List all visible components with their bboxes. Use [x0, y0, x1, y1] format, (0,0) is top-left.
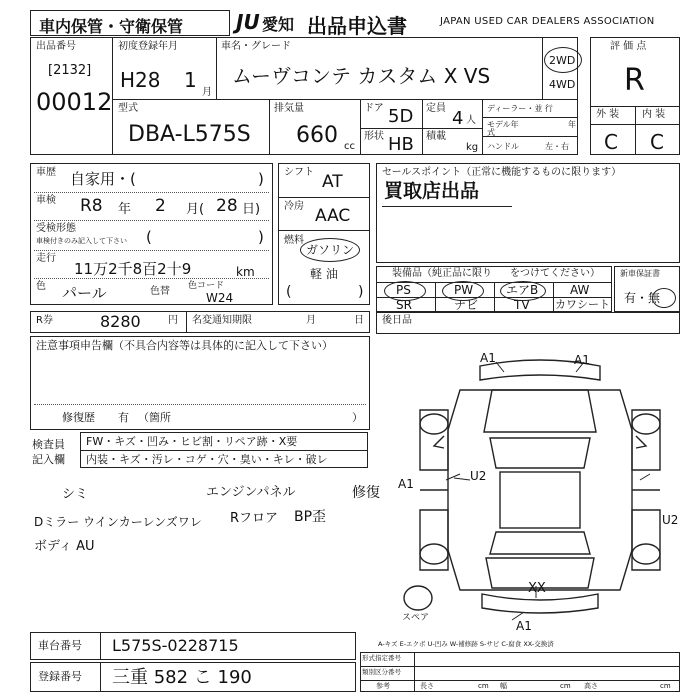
- equip-ps: PS: [396, 283, 411, 297]
- inspector-note-6: BP歪: [294, 509, 327, 525]
- interior-value: C: [650, 130, 664, 154]
- inspector-note-5: Rフロア: [230, 511, 279, 526]
- load-label: 積載: [426, 131, 446, 142]
- recycle-unit: 円: [168, 315, 178, 326]
- damage-mark-front-left: A1: [480, 351, 496, 365]
- inspection-label: 車検: [36, 195, 56, 206]
- association-name: 愛知: [262, 15, 295, 34]
- history-close: ): [258, 170, 264, 188]
- capacity-label: 定員: [426, 103, 446, 114]
- damage-mark-front-right: A1: [574, 353, 590, 367]
- receive-note: 車検付きのみ記入して下さい: [36, 237, 127, 245]
- equip-seat: カワシート: [555, 298, 610, 311]
- chassis-label: 車台番号: [38, 639, 82, 652]
- mileage-unit: km: [236, 265, 255, 279]
- mileage-label: 走行: [36, 253, 56, 264]
- sales-point-block: [376, 163, 680, 263]
- damage-mark-left-quarter: U2: [470, 469, 487, 483]
- dim-label-1: 形式指定番号: [362, 654, 401, 662]
- history-value: 自家用・(: [70, 170, 136, 188]
- sales-point-underline: [382, 206, 512, 207]
- first-reg-year: H28: [120, 68, 161, 92]
- vehicle-name-value: ムーヴコンテ カスタム X VS: [232, 64, 491, 88]
- equip-circle-airbag: [500, 281, 546, 301]
- doors-label: ドア: [364, 103, 384, 114]
- vehicle-name-label: 車名・グレード: [221, 41, 291, 52]
- lot-label: 出品番号: [36, 41, 76, 52]
- equipment-label-2: をつけてください）: [510, 268, 600, 279]
- address-day-label: 日: [354, 315, 364, 326]
- shift-label: シフト: [284, 167, 314, 178]
- capacity-unit: 人: [466, 115, 476, 126]
- shape-value: HB: [388, 134, 414, 155]
- recycle-value: 8280: [100, 312, 141, 331]
- repair-value: 有: [118, 411, 129, 424]
- repair-label: 修復歴: [62, 411, 95, 424]
- fuel-circle: [300, 238, 360, 262]
- history-label: 車歴: [36, 167, 56, 178]
- chassis-value: L575S-0228715: [112, 636, 239, 655]
- color-code-value: W24: [206, 291, 234, 305]
- drive-4wd: 4WD: [549, 78, 576, 91]
- dim-height: 高さ: [584, 682, 598, 690]
- model-label: 型式: [118, 103, 138, 114]
- dim-width: 幅: [500, 682, 507, 690]
- storage-box: [30, 10, 230, 36]
- cooling-label: 冷房: [284, 201, 304, 212]
- warranty-options: 有・無: [624, 291, 661, 305]
- equip-tv: TV: [514, 298, 530, 312]
- color-change-label: 色替: [150, 286, 170, 297]
- handle-options: 左・右: [545, 142, 569, 151]
- receive-open: (: [146, 228, 152, 246]
- lot-number: 00012: [36, 88, 113, 116]
- after-item-label: 後日品: [382, 315, 412, 326]
- plate-value: 三重 582 こ 190: [112, 667, 252, 688]
- equip-airbag: エアB: [506, 283, 539, 297]
- fuel-close: ): [358, 284, 364, 300]
- inspector-note-1: シミ: [62, 487, 89, 502]
- repair-location: （箇所: [138, 411, 171, 424]
- equip-circle-ps: [384, 281, 426, 301]
- color-label: 色: [36, 281, 46, 292]
- equip-sr: SR: [396, 298, 412, 312]
- inspection-month-unit: 月(: [186, 202, 205, 217]
- warranty-circle: [652, 288, 676, 308]
- model-value: DBA-L575S: [128, 122, 251, 147]
- first-reg-label: 初度登録年月: [118, 41, 178, 52]
- mileage-value: 11万2千8百2十9: [74, 260, 192, 278]
- dim-label-2: 類別区分番号: [362, 668, 401, 676]
- interior-label: 内 装: [642, 109, 666, 120]
- ju-logo: JU: [236, 10, 260, 34]
- warranty-label: 新車保証書: [620, 269, 660, 278]
- drive-2wd-circle: [544, 47, 582, 73]
- inspector-row2: 内装・キズ・汚レ・コゲ・穴・臭い・キレ・破レ: [86, 453, 328, 466]
- equip-pw: PW: [454, 283, 474, 297]
- inspector-note-3: 修復: [352, 485, 380, 501]
- receive-close: ): [258, 228, 264, 246]
- lot-sub-number: [2132]: [48, 63, 92, 78]
- model-year-label: モデル年 式: [487, 120, 519, 137]
- damage-mark-rear: XX: [528, 581, 546, 596]
- plate-label: 登録番号: [38, 670, 82, 683]
- address-month-label: 月: [306, 315, 316, 326]
- dim-cm-1: cm: [478, 682, 489, 690]
- inspector-note-2: エンジンパネル: [206, 485, 296, 500]
- inspection-era: R8: [80, 196, 103, 216]
- address-change-label: 名変通知期限: [192, 315, 252, 326]
- displacement-label: 排気量: [274, 103, 304, 114]
- capacity-value: 4: [452, 108, 464, 129]
- handle-label: ハンドル: [487, 142, 519, 151]
- load-unit: kg: [466, 142, 479, 153]
- form-subtitle: JAPAN USED CAR DEALERS ASSOCIATION: [440, 16, 655, 27]
- color-value: パール: [62, 284, 107, 302]
- exterior-value: C: [604, 130, 618, 154]
- dim-cm-2: cm: [560, 682, 571, 690]
- dim-cm-3: cm: [660, 682, 671, 690]
- after-item-block: [376, 312, 680, 334]
- dim-ref-1: 参考: [376, 682, 390, 690]
- inspector-row1: FW・キズ・凹み・ヒビ割・リペア跡・X要: [86, 435, 298, 448]
- displacement-value: 660: [296, 123, 338, 148]
- dimensions-block: [360, 652, 680, 692]
- equip-navi: ナビ: [454, 298, 479, 312]
- equip-aw: AW: [570, 283, 590, 297]
- fuel-open: (: [286, 284, 292, 300]
- repair-close: ）: [352, 411, 363, 424]
- spare-label: スペア: [402, 613, 430, 623]
- drive-2wd: 2WD: [549, 54, 576, 67]
- sales-point-label: セールスポイント（正常に機能するものに限ります）: [382, 167, 622, 178]
- storage-label: 車内保管・守衛保管: [39, 17, 184, 36]
- form-title: 出品申込書: [307, 14, 407, 38]
- dim-length: 長さ: [420, 682, 434, 690]
- first-reg-month-unit: 月: [202, 87, 212, 98]
- inspector-label: 検査員記入欄: [32, 438, 65, 466]
- rating-value: R: [624, 63, 645, 98]
- color-code-label: 色コード: [188, 281, 225, 291]
- dealer-label: ディーラー・並 行: [487, 104, 553, 113]
- caution-label: 注意事項申告欄（不具合内容等は具体的に記入して下さい）: [36, 339, 333, 352]
- model-year-unit: 年: [568, 120, 576, 129]
- diagram-legend: A-キズ E-エクボ U-凹み W-補修跡 S-サビ C-腐食 XX-交換済: [378, 640, 554, 648]
- sales-point-value: 買取店出品: [384, 180, 480, 202]
- shift-value: AT: [322, 172, 343, 192]
- inspection-day-unit: 日): [242, 202, 261, 217]
- first-reg-month: 1: [184, 68, 197, 92]
- doors-value: 5D: [388, 106, 414, 127]
- damage-mark-rear-bumper: A1: [516, 619, 532, 633]
- inspection-year-unit: 年: [118, 202, 132, 217]
- rating-label: 評 価 点: [610, 41, 647, 52]
- receive-label: 受検形態: [36, 223, 76, 234]
- inspection-month: 2: [155, 196, 166, 216]
- damage-mark-left-door: A1: [398, 477, 414, 491]
- recycle-label: R券: [36, 315, 53, 326]
- equipment-label: 装備品（純正品に限り: [392, 268, 492, 279]
- inspector-note-4: Dミラー ウインカーレンズワレ: [34, 515, 202, 529]
- inspector-note-7: ボディ AU: [34, 539, 95, 554]
- cooling-value: AAC: [315, 206, 351, 226]
- fuel-label: 燃料: [284, 235, 304, 246]
- shape-label: 形状: [364, 131, 384, 142]
- inspection-day: 28: [216, 196, 238, 216]
- exterior-label: 外 装: [596, 109, 620, 120]
- equip-circle-pw: [442, 281, 484, 301]
- damage-mark-right-quarter: U2: [662, 513, 679, 527]
- fuel-alt: 軽 油: [310, 267, 338, 281]
- fuel-value: ガソリン: [306, 243, 355, 257]
- displacement-unit: cc: [344, 141, 355, 152]
